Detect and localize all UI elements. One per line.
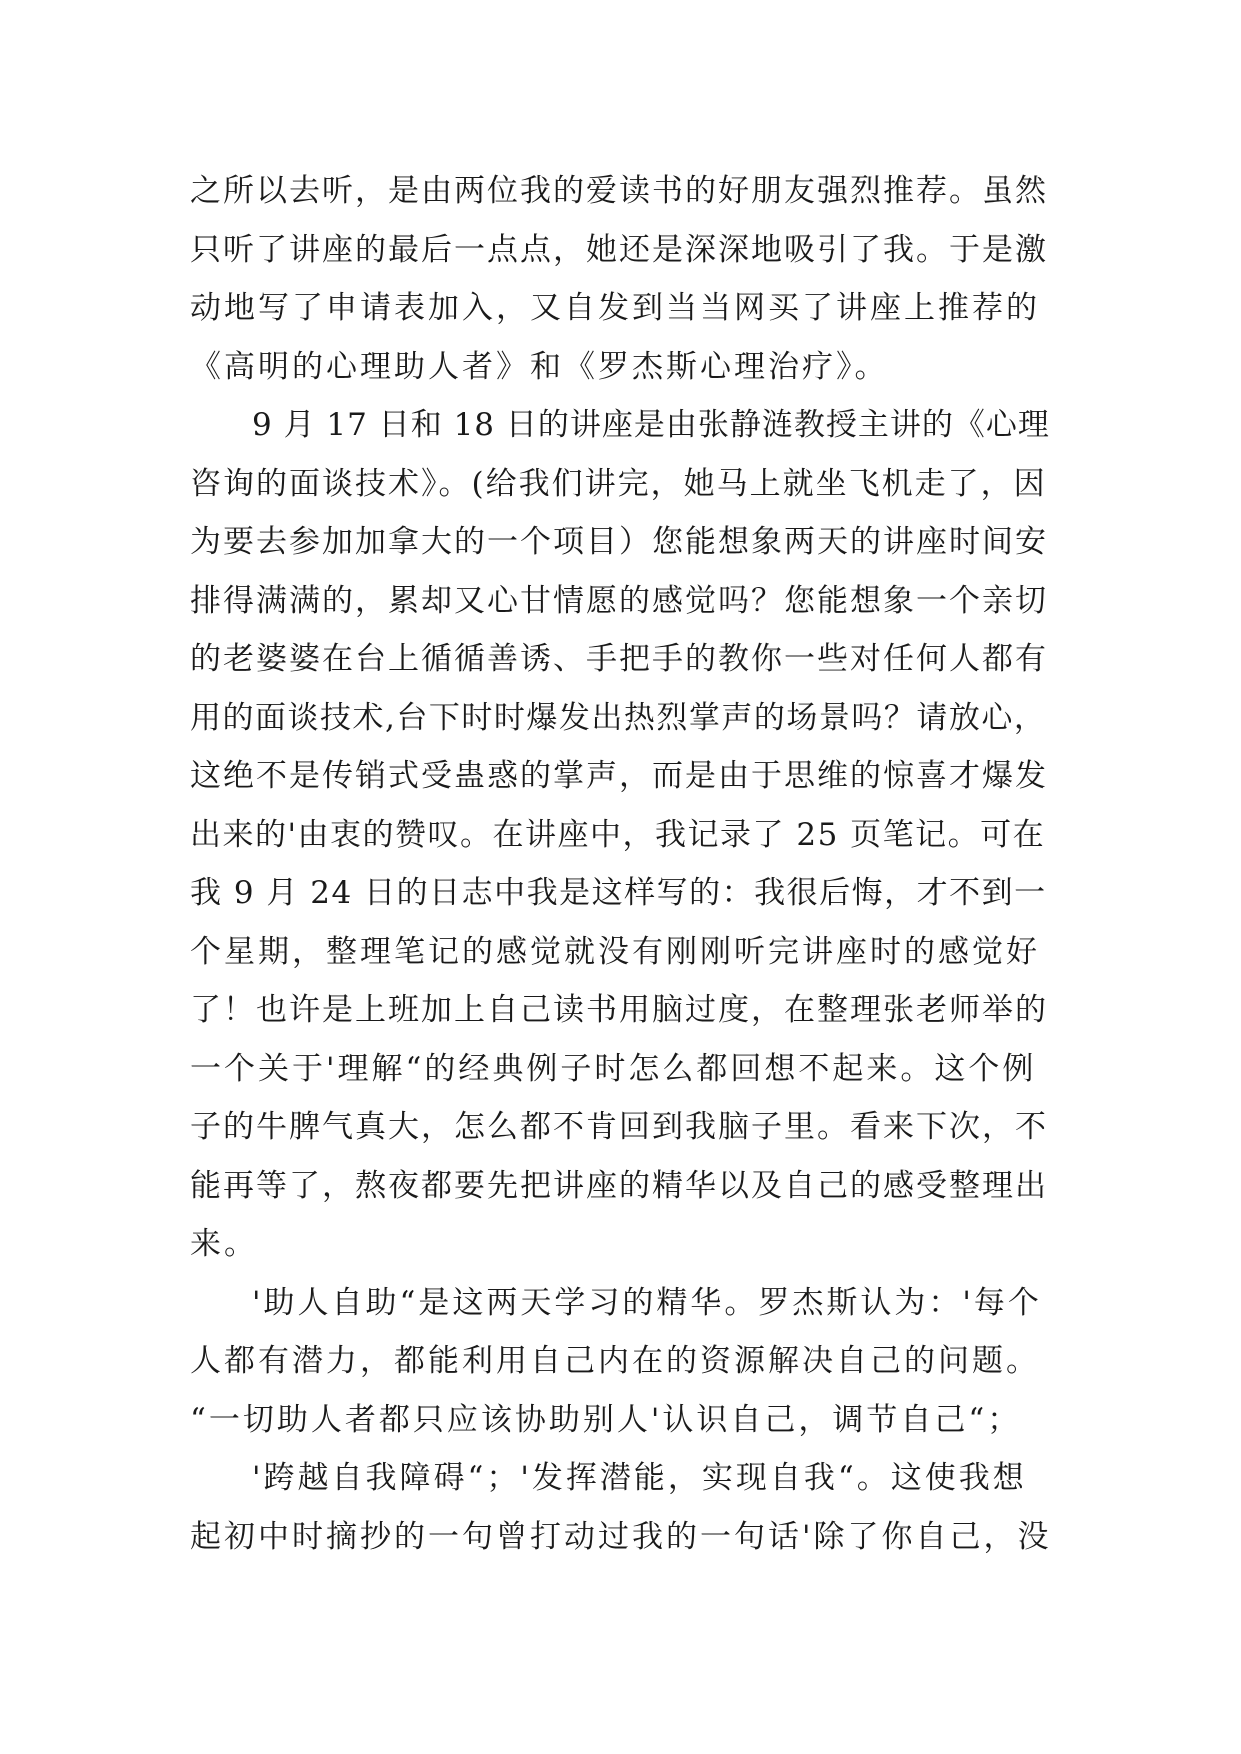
text-line: 出来的'由衷的赞叹。在讲座中，我记录了 25 页笔记。可在 [190,816,1046,853]
text-line: 《高明的心理助人者》和《罗杰斯心理治疗》。 [190,348,889,385]
text-line: 人都有潜力，都能利用自己内在的资源解决自己的问题。 [190,1343,1040,1379]
text-line: 咨询的面谈技术》。(给我们讲完，她马上就坐飞机走了，因 [190,465,1047,502]
text-line: 9 月 17 日和 18 日的讲座是由张静涟教授主讲的《心理 [252,407,1050,443]
text-line: 之所以去听，是由两位我的爱读书的好朋友强烈推荐。虽然 [190,173,1048,209]
text-line: '助人自助“是这两天学习的精华。罗杰斯认为：'每个 [252,1284,1042,1321]
text-line: 动地写了申请表加入，又自发到当当网买了讲座上推荐的 [190,290,1040,326]
text-line: 起初中时摘抄的一句曾打动过我的一句话'除了你自己，没 [190,1518,1052,1555]
text-line: 能再等了，熬夜都要先把讲座的精华以及自己的感受整理出 [190,1167,1048,1204]
text-line: 用的面谈技术,台下时时爆发出热烈掌声的场景吗？请放心， [190,699,1047,736]
text-line: 为要去参加加拿大的一个项目）您能想象两天的讲座时间安 [190,524,1048,560]
text-line: 只听了讲座的最后一点点，她还是深深地吸引了我。于是激 [190,231,1048,268]
text-line: 来。 [190,1226,258,1262]
text-line: 我 9 月 24 日的日志中我是这样写的：我很后悔，才不到一 [190,875,1047,911]
text-line: 了！也许是上班加上自己读书用脑过度，在整理张老师举的 [190,992,1048,1028]
text-line: 排得满满的，累却又心甘情愿的感觉吗？您能想象一个亲切 [190,582,1048,619]
text-line: 的老婆婆在台上循循善诱、手把手的教你一些对任何人都有 [190,641,1048,677]
text-line: 这绝不是传销式受蛊惑的掌声，而是由于思维的惊喜才爆发 [190,758,1048,794]
text-line: 一个关于'理解“的经典例子时怎么都回想不起来。这个例 [190,1050,1037,1087]
text-line: '跨越自我障碍“；'发挥潜能，实现自我“。这使我想 [252,1460,1027,1496]
text-line: 个星期，整理笔记的感觉就没有刚刚听完讲座时的感觉好 [190,933,1040,970]
text-line: 子的牛脾气真大，怎么都不肯回到我脑子里。看来下次，不 [190,1109,1048,1145]
body-text [190,162,1054,1566]
text-line: “一切助人者都只应该协助别人'认识自己，调节自己“； [190,1401,1022,1438]
